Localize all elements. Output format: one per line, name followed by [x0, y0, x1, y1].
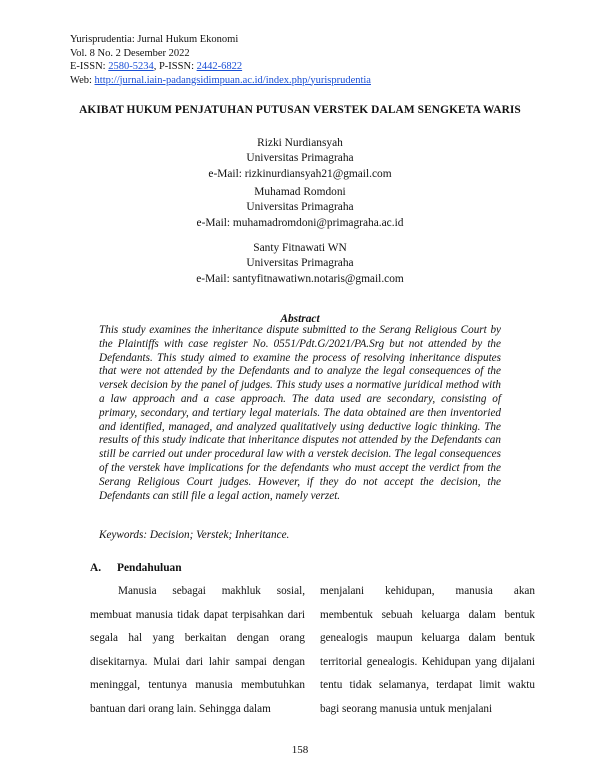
page-number: 158 [291, 744, 309, 756]
journal-volume: Vol. 8 No. 2 Desember 2022 [70, 47, 190, 59]
eissn-link[interactable]: 2580-5234 [108, 61, 154, 72]
author-affiliation: Universitas Primagraha [246, 152, 354, 165]
abstract-text: This study examines the inheritance dispute submitted to the Serang Religious Court by the Plaintiffs with case register No. 0551/Pdt.G/2021/PA.Srg but not attended by the Defendants. This study aimed to examine the process of resolving inheritance disputes that were not attended by the Defendants and to analyze the legal consequences of the versek decision by the panel of judges. This study uses a normative juridical method with a law approach and a case approach. The data used are secondary, consisting of primary, secondary, and tertiary legal materials. The data obtained are then inventoried and identified, managed, and analyzed qualitatively using deductive logic thinking. The results of this study indicate that inheritance disputes not attended by the Defendants can still be carried out under procedural law with a verstek decision. The legal consequences of the verstek have implications for the defendants who must accept the verdict from the Serang Religious Court judges. However, if they do not accept the decision, the Defendants can still file a legal action, namely verzet. [99, 324, 501, 502]
author-name: Rizki Nurdiansyah [257, 137, 343, 149]
issn-line [70, 60, 371, 74]
author-email: e-Mail: santyfitnawatiwn.notaris@gmail.com [196, 272, 404, 285]
author-name: Santy Fitnawati WN [253, 242, 347, 254]
section-number: A. [90, 562, 102, 574]
author-name: Muhamad Romdoni [254, 186, 346, 198]
author-email: e-Mail: muhamadromdoni@primagraha.ac.id [196, 216, 404, 229]
author-affiliation: Universitas Primagraha [246, 201, 354, 214]
keywords: Keywords: Decision; Verstek; Inheritance. [99, 529, 290, 541]
author-email: e-Mail: rizkinurdiansyah21@gmail.com [208, 167, 392, 180]
pissn-link[interactable]: 2442-6822 [196, 61, 243, 72]
paper-title: AKIBAT HUKUM PENJATUHAN PUTUSAN VERSTEK DALAM SENGKETA WARIS [79, 104, 521, 116]
section-heading [90, 562, 182, 574]
section-title: Pendahuluan [117, 562, 182, 574]
author-block [0, 185, 600, 231]
body-column-right: menjalani kehidupan, manusia akan membentuk sebuah keluarga dalam bentuk genealogis maupun keluarga dalam bentuk territorial genealogis. Kehidupan yang dijalani tentu tidak selamanya, terdapat limit waktu bagi seorang manusia untuk menjalani [320, 585, 535, 715]
body-column-left: Manusia sebagai makhluk sosial, membuat manusia tidak dapat terpisahkan dari segala hal yang berkaitan dengan orang disekitarnya. Mulai dari lahir sampai dengan meninggal, tentunya manusia membutuhkan bantuan dari orang lain. Sehingga dalam [90, 585, 305, 715]
issn-separator: , P-ISSN: [153, 61, 197, 72]
author-block [0, 241, 600, 287]
web-link[interactable]: http://jurnal.iain-padangsidimpuan.ac.id/index.php/yurisprudentia [94, 74, 371, 86]
web-line [70, 74, 371, 88]
eissn-label: E-ISSN: [70, 61, 109, 72]
author-affiliation: Universitas Primagraha [246, 257, 354, 270]
journal-name: Yurisprudentia: Jurnal Hukum Ekonomi [70, 34, 239, 45]
author-block [0, 136, 600, 182]
abstract-heading: Abstract [280, 313, 320, 325]
journal-header [70, 33, 371, 87]
web-label: Web: [70, 74, 95, 86]
